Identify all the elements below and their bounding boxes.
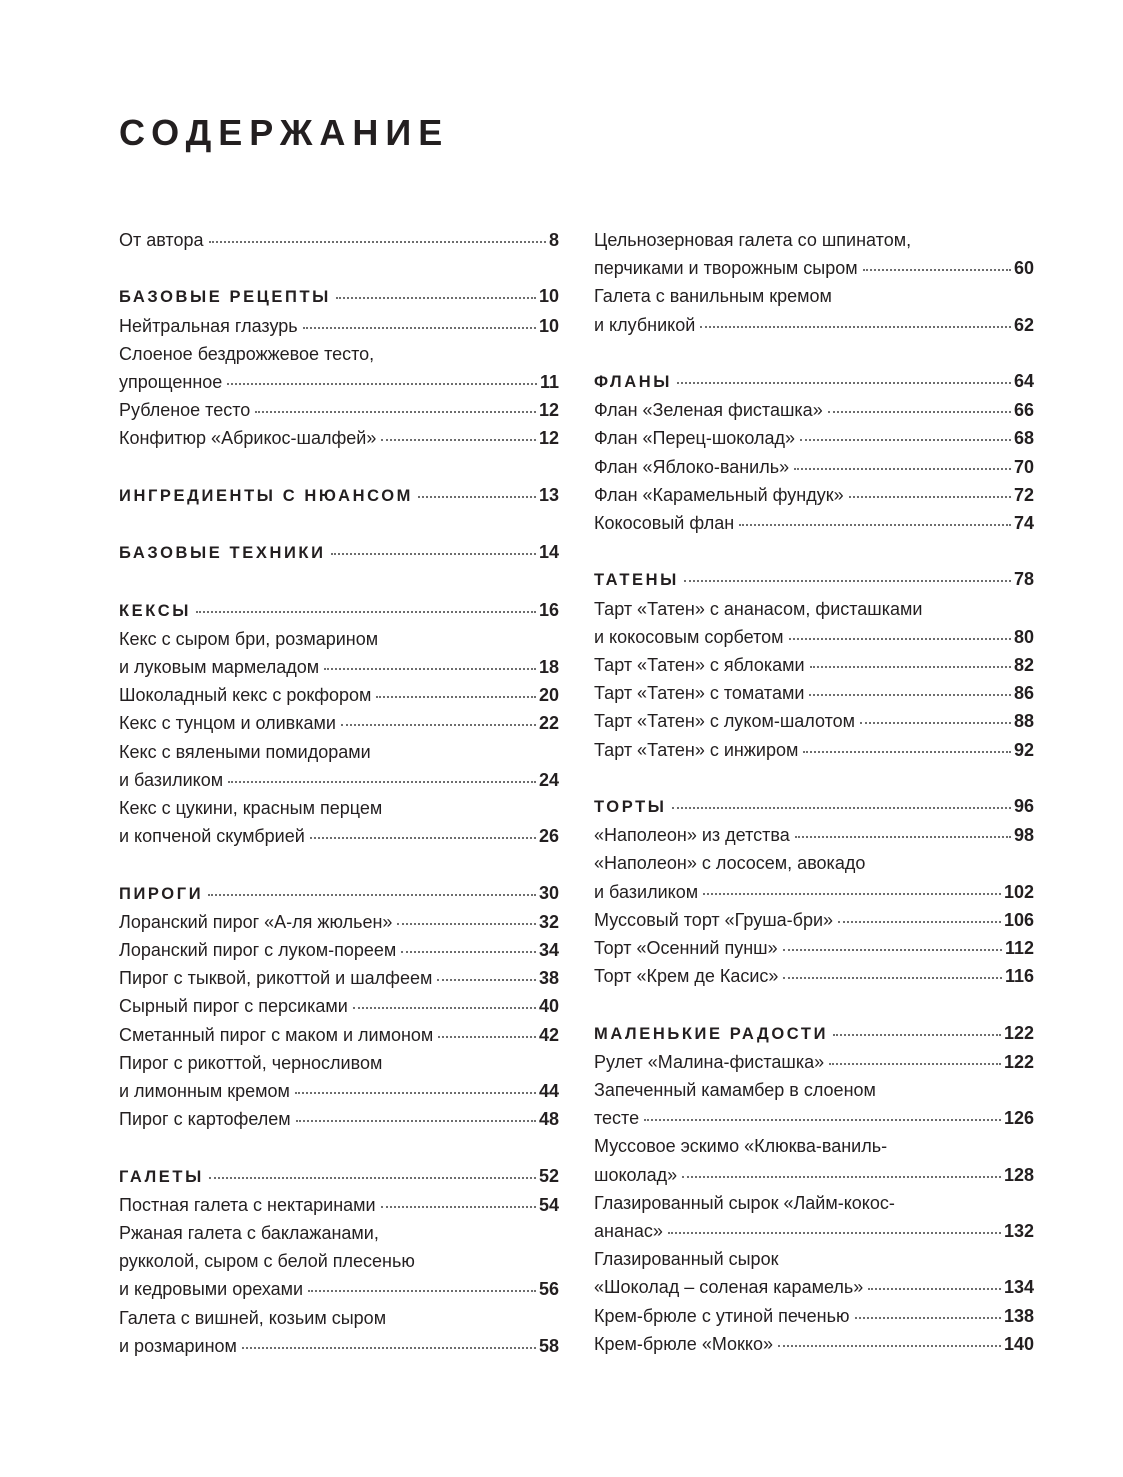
dot-leader <box>196 610 536 613</box>
page-number: 8 <box>548 230 559 250</box>
dot-leader <box>341 723 536 726</box>
entry-title: Кокосовый флан <box>594 513 735 534</box>
entry-title: и клубникой <box>594 314 696 335</box>
entry-title: Крем-брюле с утиной печенью <box>594 1305 850 1326</box>
page-number: 12 <box>538 400 559 421</box>
toc-section-heading[interactable] <box>119 879 559 908</box>
page-title: СОДЕРЖАНИЕ <box>119 112 450 153</box>
toc-entry[interactable] <box>119 1219 559 1304</box>
toc-entry[interactable] <box>119 681 559 709</box>
dot-leader <box>308 1289 536 1292</box>
dot-leader <box>849 495 1011 498</box>
entry-title: Муссовое эскимо «Клюква-ваниль- <box>594 1136 888 1157</box>
dot-leader <box>783 948 1002 951</box>
page-number: 10 <box>538 315 559 336</box>
section-title: БАЗОВЫЕ РЕЦЕПТЫ <box>119 288 331 307</box>
toc-section-heading[interactable] <box>594 367 1034 396</box>
page-number: 44 <box>538 1081 559 1102</box>
page-number: 116 <box>1004 966 1034 987</box>
section-title: ИНГРЕДИЕНТЫ С НЮАНСОМ <box>119 486 414 505</box>
entry-title: Флан «Яблоко-ваниль» <box>594 456 790 477</box>
page-number: 92 <box>1013 739 1034 760</box>
page-number: 132 <box>1003 1221 1034 1242</box>
dot-leader <box>381 438 536 441</box>
dot-leader <box>829 1062 1001 1065</box>
toc-section-heading[interactable] <box>119 596 559 625</box>
entry-title: Сырный пирог с персиками <box>119 996 348 1017</box>
entry-title: От автора <box>119 230 204 250</box>
toc-entry[interactable] <box>594 849 1034 905</box>
toc-entry[interactable] <box>119 226 559 254</box>
dot-leader <box>828 410 1011 413</box>
section-title: КЕКСЫ <box>119 601 191 620</box>
page-number: 140 <box>1003 1333 1034 1354</box>
dot-leader <box>303 326 536 329</box>
entry-title: Флан «Перец-шоколад» <box>594 428 795 449</box>
entry-title: Кекс с тунцом и оливками <box>119 713 336 734</box>
toc-entry[interactable] <box>119 908 559 936</box>
page-number: 122 <box>1003 1022 1034 1043</box>
entry-title: Муссовый торт «Груша-бри» <box>594 909 834 930</box>
section-spacer <box>594 537 1034 565</box>
page-number: 18 <box>538 656 559 677</box>
dot-leader <box>336 296 536 299</box>
entry-title: Кекс с сыром бри, розмарином <box>119 628 379 649</box>
toc-entry[interactable] <box>119 964 559 992</box>
page-number: 82 <box>1013 655 1034 676</box>
page-number: 24 <box>538 769 559 790</box>
entry-title: и базиликом <box>119 769 224 790</box>
toc-entry[interactable] <box>594 906 1034 934</box>
toc-entry[interactable] <box>119 1021 559 1049</box>
page-number: 62 <box>1013 314 1034 335</box>
page-number: 102 <box>1003 881 1034 902</box>
entry-title: Глазированный сырок <box>594 1249 779 1270</box>
page-number: 74 <box>1013 513 1034 534</box>
dot-leader <box>833 1033 1001 1036</box>
entry-title: Галета с вишней, козьим сыром <box>119 1307 387 1328</box>
toc-entry[interactable] <box>594 1189 1034 1245</box>
toc-entry[interactable] <box>594 424 1034 452</box>
entry-title: «Шоколад – соленая карамель» <box>594 1277 864 1298</box>
entry-title: Глазированный сырок «Лайм-кокос- <box>594 1192 895 1213</box>
page-number: 80 <box>1013 626 1034 647</box>
dot-leader <box>809 693 1011 696</box>
entry-title: Рулет «Малина-фисташка» <box>594 1051 825 1072</box>
toc-right-column <box>594 226 1034 1358</box>
dot-leader <box>668 1231 1001 1234</box>
entry-title: Шоколадный кекс с рокфором <box>119 685 372 706</box>
dot-leader <box>401 950 536 953</box>
section-title: ПИРОГИ <box>119 884 204 903</box>
toc-entry[interactable] <box>594 651 1034 679</box>
page-number: 40 <box>538 996 559 1017</box>
toc-entry[interactable] <box>119 794 559 850</box>
toc-entry[interactable] <box>594 821 1034 849</box>
entry-title: Рубленое тесто <box>119 400 251 421</box>
page-number: 54 <box>538 1194 559 1215</box>
entry-title: Галета с ванильным кремом <box>594 286 832 307</box>
toc-section-heading[interactable] <box>594 565 1034 594</box>
entry-title: и кедровыми орехами <box>119 1279 304 1300</box>
section-title: ГАЛЕТЫ <box>119 1167 204 1186</box>
entry-title: Тарт «Татен» с яблоками <box>594 655 805 676</box>
entry-title: Тарт «Татен» с томатами <box>594 683 805 704</box>
page-number: 56 <box>538 1279 559 1300</box>
toc-entry[interactable] <box>594 282 1034 338</box>
section-spacer <box>119 254 559 282</box>
toc-entry[interactable] <box>594 453 1034 481</box>
dot-leader <box>644 1118 1001 1121</box>
page-number: 72 <box>1013 484 1034 505</box>
entry-title: шоколад» <box>594 1164 678 1185</box>
dot-leader <box>794 467 1011 470</box>
dot-leader <box>296 1119 536 1122</box>
dot-leader <box>783 976 1002 979</box>
dot-leader <box>684 579 1011 582</box>
entry-title: Крем-брюле «Мокко» <box>594 1333 774 1354</box>
toc-entry[interactable] <box>119 1304 559 1360</box>
toc-entry[interactable] <box>594 1302 1034 1330</box>
toc-entry[interactable] <box>594 396 1034 424</box>
toc-entry[interactable] <box>594 481 1034 509</box>
page-number: 68 <box>1013 428 1034 449</box>
section-title: ТОРТЫ <box>594 798 667 817</box>
page-number: 86 <box>1013 683 1034 704</box>
entry-title: Торт «Осенний пунш» <box>594 938 778 959</box>
dot-leader <box>310 836 536 839</box>
page-number: 64 <box>1013 371 1034 391</box>
entry-title: и базиликом <box>594 881 699 902</box>
toc-entry[interactable] <box>594 962 1034 990</box>
page-number: 16 <box>538 599 559 620</box>
entry-title: Ржаная галета с баклажанами, <box>119 1223 379 1244</box>
toc-section-heading[interactable] <box>119 481 559 510</box>
dot-leader <box>703 892 1001 895</box>
toc-section-heading[interactable] <box>119 282 559 311</box>
toc-entry[interactable] <box>594 1330 1034 1358</box>
toc-left-column <box>119 226 559 1360</box>
entry-title: Тарт «Татен» с луком-шалотом <box>594 711 856 732</box>
entry-title: Лоранский пирог «А-ля жюльен» <box>119 911 393 932</box>
dot-leader <box>227 382 537 385</box>
section-spacer <box>119 850 559 878</box>
page-number: 138 <box>1003 1305 1034 1326</box>
dot-leader <box>803 750 1011 753</box>
dot-leader <box>672 806 1011 809</box>
toc-entry[interactable] <box>119 1191 559 1219</box>
entry-title: Лоранский пирог с луком-пореем <box>119 940 397 960</box>
entry-title: Тарт «Татен» с ананасом, фисташками <box>594 598 923 619</box>
entry-title: Пирог с рикоттой, черносливом <box>119 1052 383 1073</box>
section-title: ТАТЕНЫ <box>594 571 679 590</box>
page-number: 88 <box>1013 711 1034 732</box>
section-spacer <box>119 453 559 481</box>
page-number: 34 <box>538 940 559 960</box>
toc-entry[interactable] <box>119 340 559 396</box>
toc-entry[interactable] <box>119 709 559 737</box>
toc-entry[interactable] <box>594 934 1034 962</box>
toc-entry[interactable] <box>119 1105 559 1133</box>
toc-entry[interactable] <box>594 509 1034 537</box>
entry-title: Пирог с тыквой, рикоттой и шалфеем <box>119 968 433 989</box>
entry-title: рукколой, сыром с белой плесенью <box>119 1251 415 1272</box>
dot-leader <box>295 1091 536 1094</box>
dot-leader <box>437 978 536 981</box>
dot-leader <box>739 523 1011 526</box>
dot-leader <box>810 665 1011 668</box>
entry-title: Торт «Крем де Касис» <box>594 966 779 987</box>
dot-leader <box>438 1035 536 1038</box>
entry-title: ананас» <box>594 1221 663 1242</box>
dot-leader <box>209 240 546 243</box>
section-spacer <box>594 339 1034 367</box>
dot-leader <box>789 637 1011 640</box>
entry-title: перчиками и творожным сыром <box>594 258 858 279</box>
entry-title: Флан «Зеленая фисташка» <box>594 400 823 421</box>
entry-title: и кокосовым сорбетом <box>594 626 784 647</box>
section-title: МАЛЕНЬКИЕ РАДОСТИ <box>594 1024 829 1043</box>
section-spacer <box>119 1133 559 1161</box>
entry-title: Кекс с вялеными помидорами <box>119 741 371 762</box>
page-number: 13 <box>538 484 559 505</box>
dot-leader <box>800 438 1011 441</box>
dot-leader <box>838 920 1001 923</box>
page-number: 38 <box>538 968 559 989</box>
dot-leader <box>868 1287 1001 1290</box>
section-title: ФЛАНЫ <box>594 373 673 391</box>
page-number: 42 <box>538 1024 559 1045</box>
page-number: 134 <box>1003 1277 1034 1298</box>
section-title: БАЗОВЫЕ ТЕХНИКИ <box>119 544 326 563</box>
toc-entry[interactable] <box>119 1049 559 1105</box>
dot-leader <box>418 495 536 498</box>
entry-title: Кекс с цукини, красным перцем <box>119 798 383 818</box>
toc-entry[interactable] <box>594 707 1034 735</box>
page-number: 10 <box>538 286 559 307</box>
entry-title: и копченой скумбрией <box>119 826 305 847</box>
dot-leader <box>682 1175 1001 1178</box>
toc-entry[interactable] <box>594 1245 1034 1301</box>
page-number: 98 <box>1013 825 1034 846</box>
entry-title: и лимонным кремом <box>119 1081 290 1102</box>
section-spacer <box>594 990 1034 1018</box>
toc-entry[interactable] <box>119 992 559 1020</box>
dot-leader <box>331 552 536 555</box>
page-number: 96 <box>1013 796 1034 817</box>
page-number: 70 <box>1013 456 1034 477</box>
dot-leader <box>208 893 536 896</box>
toc-entry[interactable] <box>594 1076 1034 1132</box>
entry-title: Сметанный пирог с маком и лимоном <box>119 1024 434 1045</box>
entry-title: Тарт «Татен» с инжиром <box>594 739 799 760</box>
toc-entry[interactable] <box>119 738 559 794</box>
page-number: 126 <box>1003 1108 1034 1129</box>
dot-leader <box>397 922 536 925</box>
toc-section-heading[interactable] <box>594 1019 1034 1048</box>
page-number: 30 <box>538 882 559 903</box>
dot-leader <box>209 1176 536 1179</box>
page-number: 122 <box>1003 1051 1034 1072</box>
page-number: 48 <box>538 1109 559 1130</box>
toc-section-heading[interactable] <box>119 538 559 567</box>
page-number: 32 <box>538 911 559 932</box>
page-number: 78 <box>1013 569 1034 590</box>
page-number: 22 <box>538 713 559 734</box>
page-number: 52 <box>538 1165 559 1186</box>
entry-title: тесте <box>594 1108 640 1129</box>
entry-title: «Наполеон» с лососем, авокадо <box>594 853 866 874</box>
toc-entry[interactable] <box>594 736 1034 764</box>
page-number: 11 <box>539 372 559 392</box>
page-number: 26 <box>538 826 559 847</box>
dot-leader <box>324 667 536 670</box>
section-spacer <box>119 510 559 538</box>
toc-entry[interactable] <box>594 679 1034 707</box>
dot-leader <box>242 1346 536 1349</box>
dot-leader <box>381 1205 536 1208</box>
entry-title: Постная галета с нектаринами <box>119 1194 376 1215</box>
page-number: 58 <box>538 1335 559 1356</box>
entry-title: Конфитюр «Абрикос-шалфей» <box>119 428 377 449</box>
entry-title: упрощенное <box>119 372 223 392</box>
toc-entry[interactable] <box>594 226 1034 282</box>
toc-entry[interactable] <box>594 1048 1034 1076</box>
page-number: 12 <box>538 428 559 449</box>
dot-leader <box>860 721 1011 724</box>
toc-entry[interactable] <box>119 424 559 452</box>
page-number: 106 <box>1003 909 1034 930</box>
dot-leader <box>795 835 1011 838</box>
dot-leader <box>376 695 536 698</box>
page-number: 112 <box>1004 938 1034 959</box>
dot-leader <box>778 1344 1001 1347</box>
dot-leader <box>255 410 536 413</box>
toc-entry[interactable] <box>594 595 1034 651</box>
dot-leader <box>855 1316 1001 1319</box>
toc-entry[interactable] <box>594 1132 1034 1188</box>
toc-section-heading[interactable] <box>594 792 1034 821</box>
dot-leader <box>700 325 1011 328</box>
entry-title: Нейтральная глазурь <box>119 315 298 336</box>
dot-leader <box>353 1006 536 1009</box>
section-spacer <box>594 764 1034 792</box>
entry-title: «Наполеон» из детства <box>594 825 790 846</box>
dot-leader <box>228 780 536 783</box>
toc-section-heading[interactable] <box>119 1162 559 1191</box>
dot-leader <box>863 268 1011 271</box>
dot-leader <box>677 381 1011 384</box>
page-number: 128 <box>1003 1164 1034 1185</box>
toc-entry[interactable] <box>119 936 559 964</box>
entry-title: Слоеное бездрожжевое тесто, <box>119 343 375 364</box>
entry-title: и луковым мармеладом <box>119 656 320 677</box>
toc-entry[interactable] <box>119 396 559 424</box>
page-number: 60 <box>1013 258 1034 279</box>
toc-entry[interactable] <box>119 312 559 340</box>
entry-title: и розмарином <box>119 1335 237 1356</box>
toc-entry[interactable] <box>119 625 559 681</box>
entry-title: Пирог с картофелем <box>119 1109 291 1130</box>
entry-title: Запеченный камамбер в слоеном <box>594 1080 876 1101</box>
page-number: 14 <box>538 542 559 563</box>
page-number: 66 <box>1013 400 1034 421</box>
entry-title: Флан «Карамельный фундук» <box>594 484 844 505</box>
section-spacer <box>119 567 559 595</box>
page-number: 20 <box>538 685 559 706</box>
entry-title: Цельнозерновая галета со шпинатом, <box>594 230 912 250</box>
